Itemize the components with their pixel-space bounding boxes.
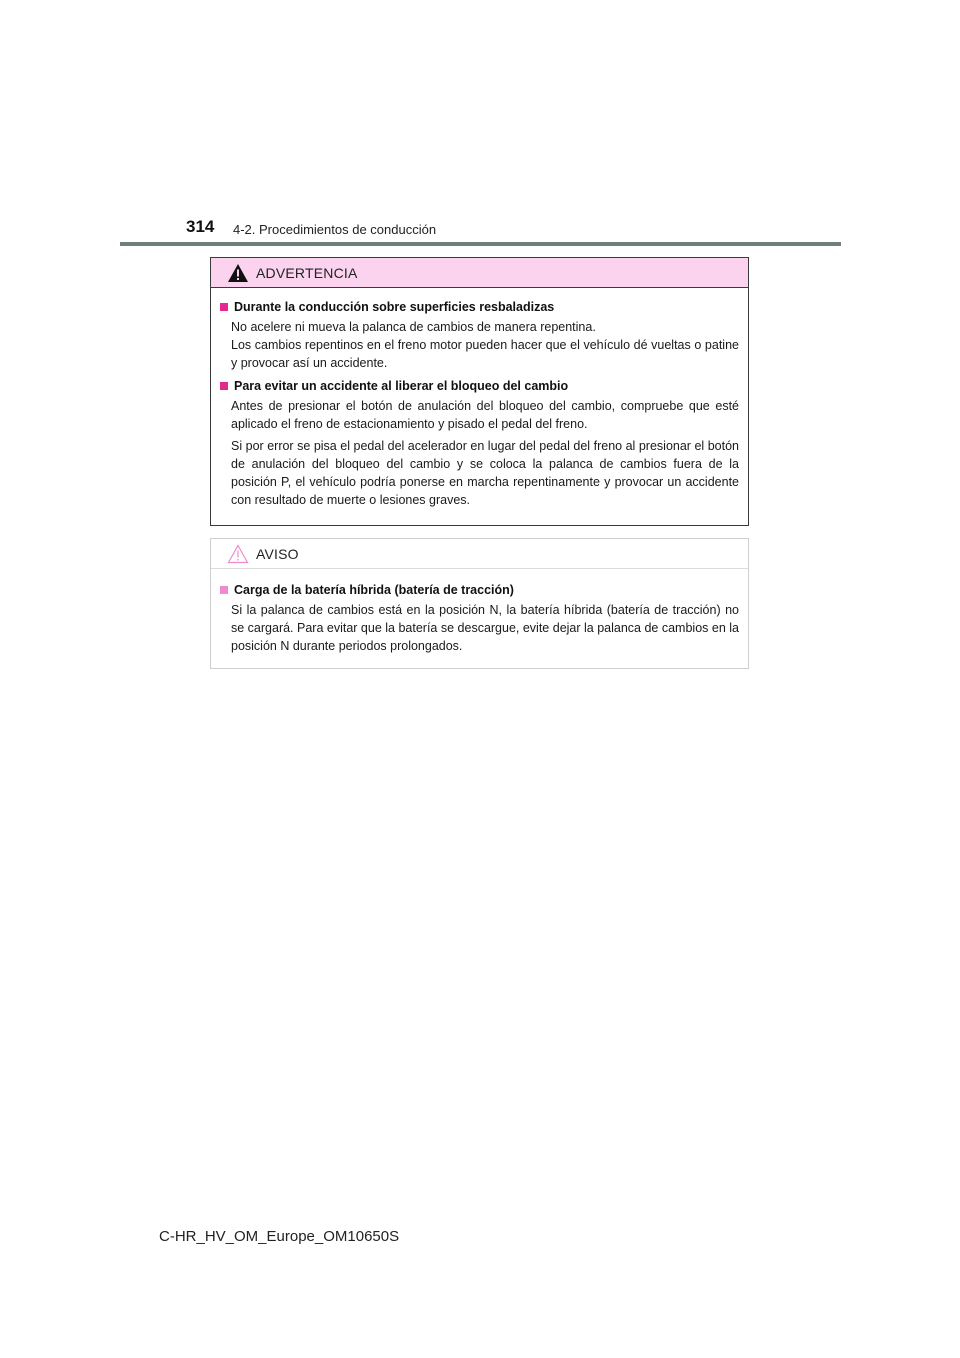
warning-body bbox=[211, 288, 748, 509]
footer-document-code: C-HR_HV_OM_Europe_OM10650S bbox=[159, 1228, 400, 1245]
warning-item-heading bbox=[220, 298, 739, 316]
warning-item-heading-text: Para evitar un accidente al liberar el bloqueo del cambio bbox=[234, 379, 569, 393]
warning-item-heading-text: Durante la conducción sobre superficies resbaladizas bbox=[234, 300, 555, 314]
caution-triangle-icon bbox=[227, 544, 249, 564]
section-title: 4-2. Procedimientos de conducción bbox=[233, 222, 437, 237]
page-number: 314 bbox=[186, 217, 215, 236]
warning-paragraph: Antes de presionar el botón de anulación del bloqueo del cambio, compruebe que esté aplicado el freno de estacionamiento y pisado el pedal del freno. bbox=[231, 399, 739, 431]
square-bullet-icon bbox=[220, 382, 228, 390]
square-bullet-icon bbox=[220, 303, 228, 311]
warning-triangle-icon bbox=[227, 263, 249, 283]
warning-paragraph: No acelere ni mueva la palanca de cambios de manera repentina. bbox=[231, 320, 596, 334]
warning-header bbox=[211, 258, 748, 288]
notice-item-heading-text: Carga de la batería híbrida (batería de tracción) bbox=[234, 583, 514, 597]
notice-header bbox=[211, 539, 748, 569]
notice-body bbox=[211, 569, 748, 655]
header-rule bbox=[120, 242, 841, 246]
notice-title: AVISO bbox=[256, 545, 299, 562]
notice-item-heading bbox=[220, 581, 739, 599]
square-bullet-icon bbox=[220, 586, 228, 594]
warning-paragraph: Si por error se pisa el pedal del acelerador en lugar del pedal del freno al presionar el botón de anulación del bloqueo del cambio y se coloca la palanca de cambios fuera de la posición P, el vehículo podría ponerse en marcha repentinamente y provocar un accidente con resultado de muerte o lesiones graves. bbox=[231, 439, 739, 507]
notice-box bbox=[210, 538, 749, 669]
notice-paragraph: Si la palanca de cambios está en la posición N, la batería híbrida (batería de tracción) no se cargará. Para evitar que la batería se descargue, evite dejar la palanca de cambios en la posición N durante periodos prolongados. bbox=[231, 603, 739, 653]
warning-paragraph: Los cambios repentinos en el freno motor pueden hacer que el vehículo dé vueltas o patine y provocar así un accidente. bbox=[231, 338, 739, 370]
warning-item-heading bbox=[220, 377, 739, 395]
warning-box bbox=[210, 257, 749, 526]
warning-title: ADVERTENCIA bbox=[256, 264, 358, 281]
